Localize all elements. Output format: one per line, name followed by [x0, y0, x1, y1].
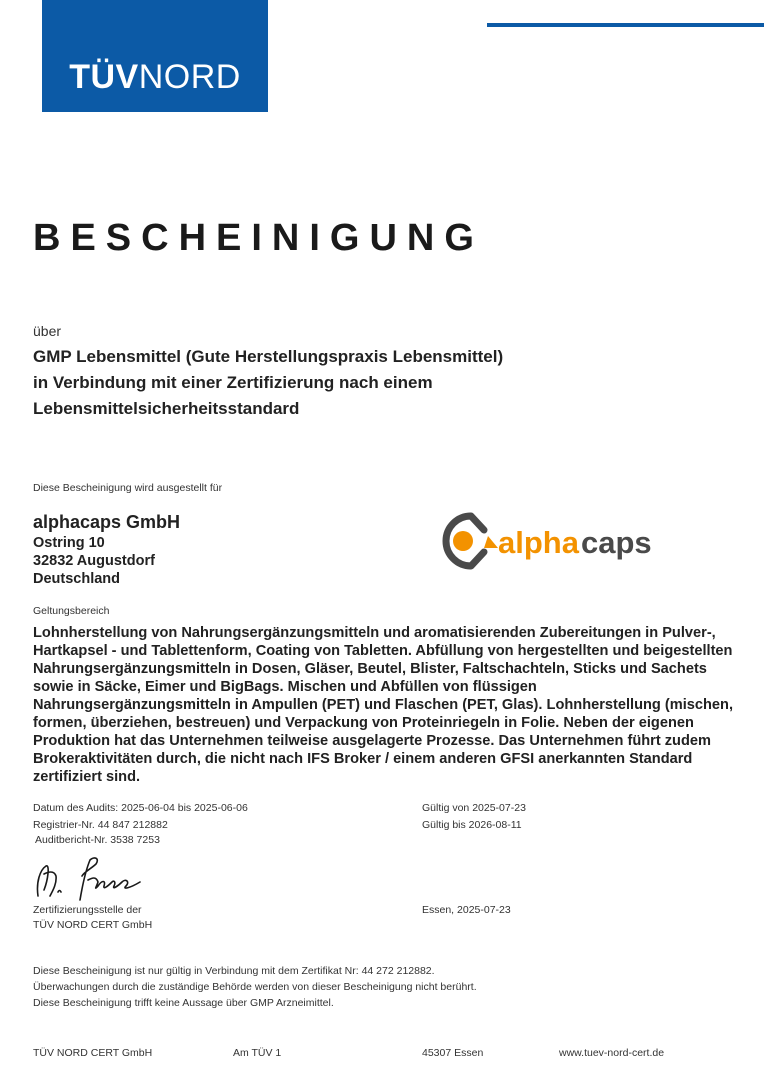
scope-label: Geltungsbereich: [33, 605, 110, 617]
certification-body-line: Zertifizierungsstelle der: [33, 904, 142, 916]
registration-number: Registrier-Nr. 44 847 212882: [33, 819, 168, 831]
standard-line: Lebensmittelsicherheitsstandard: [33, 399, 300, 418]
document-title: BESCHEINIGUNG: [33, 217, 484, 259]
audit-report-number: Auditbericht-Nr. 3538 7253: [35, 834, 160, 846]
standard-line: GMP Lebensmittel (Gute Herstellungspraxis Lebensmittel): [33, 347, 504, 366]
certification-body-name: TÜV NORD CERT GmbH: [33, 919, 153, 931]
footer-website: www.tuev-nord-cert.de: [559, 1047, 665, 1059]
company-city: 32832 Augustdorf: [33, 553, 155, 569]
valid-to: Gültig bis 2026-08-11: [422, 819, 522, 831]
tuev-nord-logo: [42, 0, 268, 112]
footer-city: 45307 Essen: [422, 1047, 484, 1059]
valid-from: Gültig von 2025-07-23: [422, 802, 526, 814]
scope-text: Lohnherstellung von Nahrungsergänzungsmitteln und aromatisierenden Zubereitungen in Pulver-, Hartkapsel - und Tablettenform, Coating von Tabletten. Abfüllung von hergestellten und beigestellten Nahrungsergänzungsmitteln in Dosen, Gläser, Beutel, Blister, Faltschachteln, Sticks und Sachets sowie in Säcke, Eimer und BigBags. Mischen und Abfüllen von flüssigen Nahrungsergänzungsmitteln in Ampullen (PET) und Flaschen (PET, Glas). Lohnherstellung (mischen, formen, überziehen, bestreuen) und Verpackung von Proteinriegeln in Folie. Neben der eigenen Produktion hat das Unternehmen teilweise ausgelagerte Prozesse. Das Unternehmen führt zudem Brokeraktivitäten durch, die nicht nach IFS Broker / einem anderen GFSI anerkannten Standard zertifiziert sind.: [33, 625, 734, 785]
logo-text-alpha: alpha: [498, 525, 579, 560]
validity-note: Diese Bescheinigung ist nur gültig in Verbindung mit dem Zertifikat Nr: 44 272 212882.: [33, 965, 435, 977]
authority-note: Überwachungen durch die zuständige Behörde werden von dieser Bescheinigung nicht berührt.: [33, 981, 477, 993]
logo-drop: [484, 536, 498, 548]
alphacaps-logo: [440, 510, 680, 572]
company-street: Ostring 10: [33, 535, 105, 551]
footer-company: TÜV NORD CERT GmbH: [33, 1047, 153, 1059]
place-and-date: Essen, 2025-07-23: [422, 904, 511, 916]
logo-dot: [453, 531, 473, 551]
logo-wordmark: TÜVNORD: [69, 58, 241, 96]
footer-street: Am TÜV 1: [233, 1047, 282, 1059]
handwritten-signature: [30, 852, 150, 904]
about-label: über: [33, 323, 62, 339]
company-country: Deutschland: [33, 571, 121, 587]
header-rule: [487, 23, 764, 27]
audit-date: Datum des Audits: 2025-06-04 bis 2025-06-06: [33, 802, 248, 814]
logo-arc-tail: [471, 552, 484, 566]
logo-arc-tail: [471, 516, 484, 530]
standard-description: [33, 344, 633, 422]
standard-line: in Verbindung mit einer Zertifizierung nach einem: [33, 373, 433, 392]
gmp-note: Diese Bescheinigung trifft keine Aussage über GMP Arzneimittel.: [33, 997, 334, 1009]
issued-for-label: Diese Bescheinigung wird ausgestellt für: [33, 482, 223, 494]
company-name: alphacaps GmbH: [33, 512, 181, 532]
logo-text-caps: caps: [581, 525, 652, 560]
